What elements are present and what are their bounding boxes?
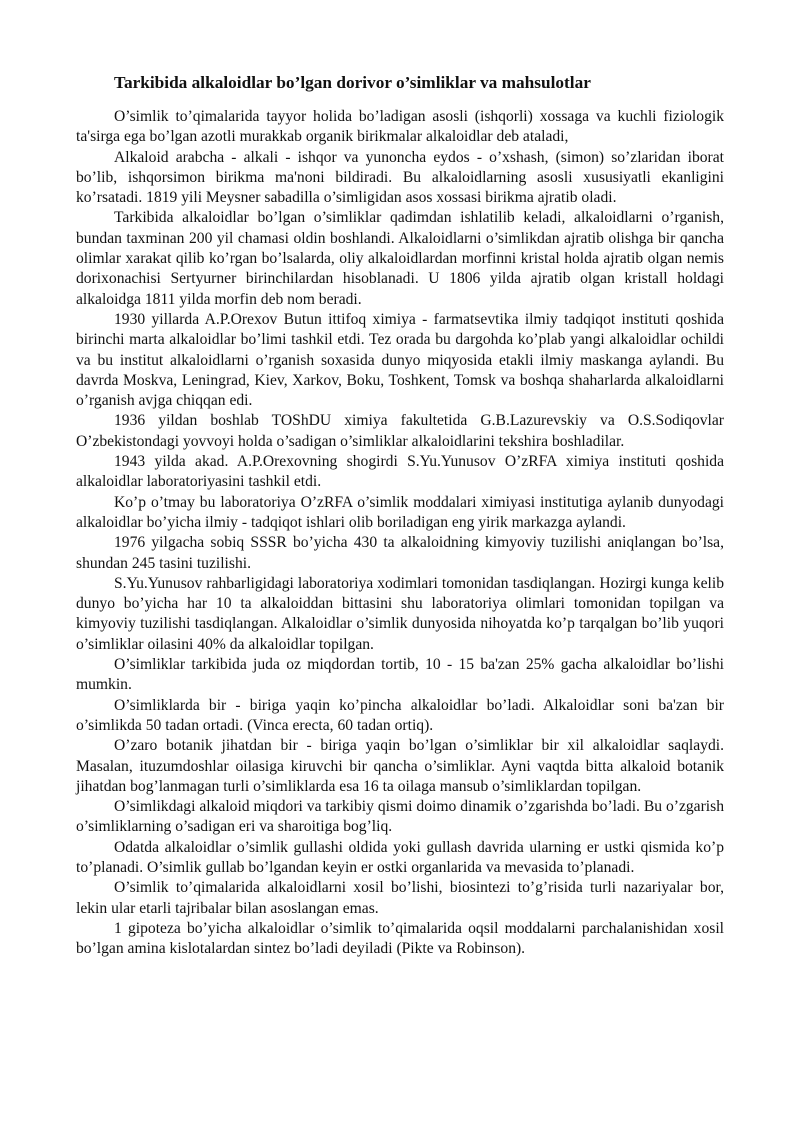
document-title: Tarkibida alkaloidlar bo’lgan dorivor o’simliklar va mahsulotlar — [114, 73, 591, 92]
paragraph-3: Tarkibida alkaloidlar bo’lgan o’simliklar qadimdan ishlatilib keladi, alkaloidlarni o’rganish, bundan taxminan 200 yil chamasi oldin boshlandi. Alkaloidlarni o’simlikdan ajratib olishga bir qancha olimlar xarakat qilib ko’rgan bo’lsalarda, oliy alkaloidlardan morfinni kristal holda ajratib olgan nemis dorixonachisi Sertyurner birinchilardan hisoblanadi. U 1806 yilda ajratib olgan kristall holdagi alkaloidga 1811 yilda morfin deb nom beradi. — [76, 209, 724, 308]
paragraph-14: Odatda alkaloidlar o’simlik gullashi oldida yoki gullash davrida ularning er ustki qismida ko’p to’planadi. O’simlik gullab bo’lgandan keyin er ostki organlarida va mevasida to’planadi. — [76, 838, 724, 876]
paragraph-1: O’simlik to’qimalarida tayyor holida bo’ladigan asosli (ishqorli) xossaga va kuchli fiziologik ta'sirga ega bo’lgan azotli murakkab organik birikmalar alkaloidlar deb ataladi, — [76, 108, 724, 146]
paragraph-13: O’simlikdagi alkaloid miqdori va tarkibiy qismi doimo dinamik o’zgarishda bo’ladi. Bu o’zgarish o’simliklarning o’sadigan eri va sharoitiga bog’liq. — [76, 798, 724, 836]
paragraph-8: 1976 yilgacha sobiq SSSR bo’yicha 430 ta alkaloidning kimyoviy tuzilishi aniqlangan bo’lsa, shundan 245 tasini tuzilishi. — [76, 534, 724, 572]
paragraph-9: S.Yu.Yunusov rahbarligidagi laboratoriya xodimlari tomonidan tasdiqlangan. Hozirgi kunga kelib dunyo bo’yicha har 10 ta alkaloiddan bittasini shu laboratoriya olimlari tomonidan topilgan va kimyoviy tuzilishi tasdiqlangan. Alkaloidlar o’simlik dunyosida nihoyatda ko’p tarqalgan bo’lib yuqori o’simliklar oilasini 40% da alkaloidlar topilgan. — [76, 574, 724, 653]
document-body — [76, 107, 724, 959]
paragraph-2: Alkaloid arabcha - alkali - ishqor va yunoncha eydos - o’xshash, (simon) so’zlaridan iborat bo’lib, ishqorsimon birikma ma'noni bildiradi. Bu alkaloidlarning asosli xususiyatli ekanligini ko’rsatadi. 1819 yili Meysner sabadilla o’simligidan asos xossasi birikma ajratib oladi. — [76, 148, 724, 207]
paragraph-11: O’simliklarda bir - biriga yaqin ko’pincha alkaloidlar bo’ladi. Alkaloidlar soni ba'zan bir o’simlikda 50 tadan ortadi. (Vinca erecta, 60 tadan ortiq). — [76, 696, 724, 734]
paragraph-15: O’simlik to’qimalarida alkaloidlarni xosil bo’lishi, biosintezi to’g’risida turli nazariyalar bor, lekin ular etarli tajribalar bilan asoslangan emas. — [76, 879, 724, 917]
paragraph-4: 1930 yillarda A.P.Orexov Butun ittifoq ximiya - farmatsevtika ilmiy tadqiqot instituti qoshida birinchi marta alkaloidlar bo’limi tashkil etdi. Tez orada bu dargohda ko’plab yangi alkaloidlar ochildi va bu institut alkaloidlarni o’rganish soxasida dunyo miqyosida etakli ilmiy maskanga aylandi. Bu davrda Moskva, Leningrad, Kiev, Xarkov, Boku, Toshkent, Tomsk va boshqa shaharlarda alkaloidlarni o’rganish avjga chiqqan edi. — [76, 310, 724, 410]
paragraph-12: O’zaro botanik jihatdan bir - biriga yaqin bo’lgan o’simliklar bir xil alkaloidlar saqlaydi. Masalan, ituzumdoshlar oilasiga kiruvchi bir qancha o’simliklar. Ayni vaqtda bitta alkaloid botanik jihatdan bog’lanmagan turli o’simliklarda esa 16 ta oilaga mansub o’simliklardan topilgan. — [76, 737, 724, 795]
document-page — [76, 72, 724, 959]
paragraph-10: O’simliklar tarkibida juda oz miqdordan tortib, 10 - 15 ba'zan 25% gacha alkaloidlar bo’lishi mumkin. — [76, 656, 724, 694]
paragraph-7: Ko’p o’tmay bu laboratoriya O’zRFA o’simlik moddalari ximiyasi institutiga aylanib dunyodagi alkaloidlar bo’yicha ilmiy - tadqiqot ishlari olib boriladigan eng yirik markazga aylandi. — [76, 493, 724, 531]
paragraph-5: 1936 yildan boshlab TOShDU ximiya fakultetida G.B.Lazurevskiy va O.S.Sodiqovlar O’zbekistondagi yovvoyi holda o’sadigan o’simliklar alkaloidlarini tekshira boshladilar. — [76, 412, 724, 450]
paragraph-16: 1 gipoteza bo’yicha alkaloidlar o’simlik to’qimalarida oqsil moddalarni parchalanishidan xosil bo’lgan amina kislotalardan sintez bo’ladi deyiladi (Pikte va Robinson). — [76, 919, 724, 958]
paragraph-6: 1943 yilda akad. A.P.Orexovning shogirdi S.Yu.Yunusov O’zRFA ximiya instituti qoshida alkaloidlar laboratoriyasini tashkil etdi. — [76, 453, 724, 491]
